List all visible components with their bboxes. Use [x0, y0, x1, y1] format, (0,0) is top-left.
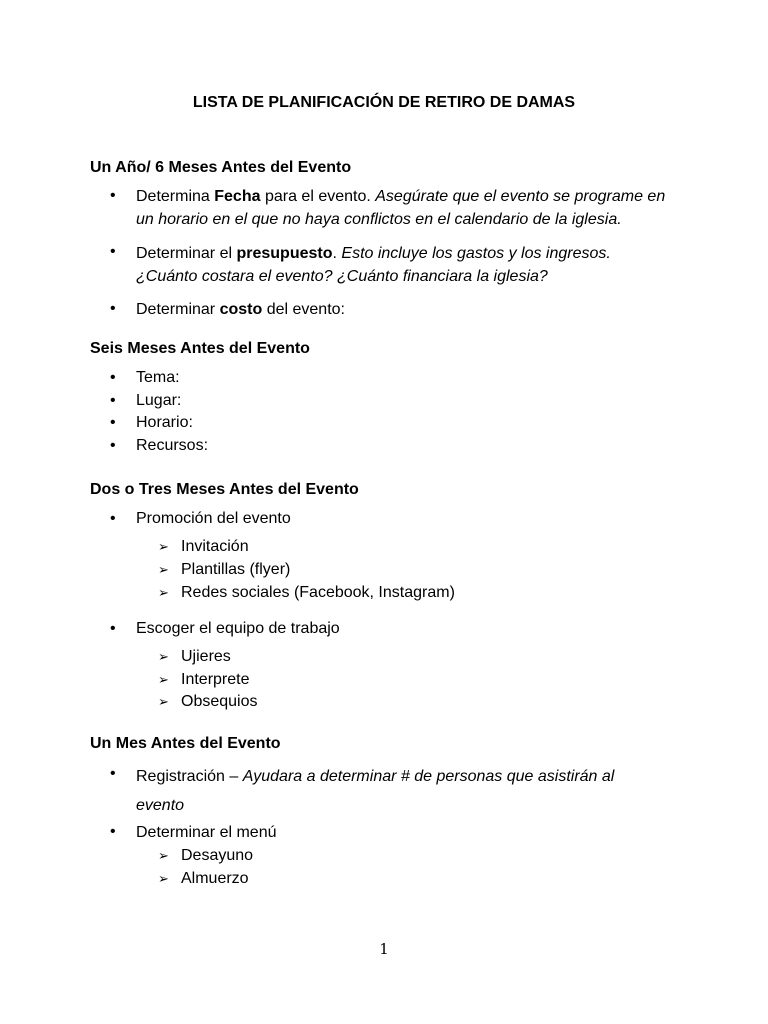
arrow-bullet-icon: ➢	[158, 562, 169, 577]
item-italic: evento	[136, 797, 185, 814]
arrow-bullet-icon: ➢	[158, 672, 169, 687]
bullet: •	[110, 369, 116, 386]
list-item	[136, 185, 696, 231]
bullet: •	[110, 300, 116, 317]
item-italic: Esto incluye los gastos y los ingresos.	[341, 245, 611, 262]
section-heading: Un Mes Antes del Evento	[90, 735, 281, 752]
item-text: Determina	[136, 188, 215, 205]
sub-item: Plantillas (flyer)	[181, 561, 291, 578]
arrow-bullet-icon: ➢	[158, 848, 169, 863]
bullet: •	[110, 437, 116, 454]
item-italic: Ayudara a determinar # de personas que asistirán al	[242, 768, 615, 785]
list-item: Promoción del evento	[136, 510, 291, 527]
list-item	[136, 298, 696, 321]
list-item: Tema:	[136, 369, 180, 386]
sub-item: Obsequios	[181, 693, 258, 710]
item-bold: Fecha	[214, 188, 261, 205]
item-italic: Asegúrate que el evento se programe en	[375, 188, 666, 205]
item-text: Registración –	[136, 768, 243, 785]
item-italic: un horario en el que no haya conflictos en el calendario de la iglesia.	[136, 211, 622, 228]
page-number: 1	[379, 940, 389, 958]
section-heading: Seis Meses Antes del Evento	[90, 340, 310, 357]
bullet: •	[110, 620, 116, 637]
sub-item: Interprete	[181, 671, 250, 688]
list-item: Horario:	[136, 414, 193, 431]
bullet: •	[110, 414, 116, 431]
list-item: Recursos:	[136, 437, 209, 454]
list-item: Lugar:	[136, 392, 182, 409]
bullet: •	[110, 823, 116, 840]
list-item: Determinar el menú	[136, 824, 277, 841]
sub-item: Redes sociales (Facebook, Instagram)	[181, 584, 455, 601]
bullet: •	[110, 243, 116, 260]
bullet: •	[110, 765, 116, 782]
item-text: Determinar	[136, 301, 220, 318]
section-heading: Dos o Tres Meses Antes del Evento	[90, 481, 359, 498]
arrow-bullet-icon: ➢	[158, 694, 169, 709]
arrow-bullet-icon: ➢	[158, 585, 169, 600]
arrow-bullet-icon: ➢	[158, 649, 169, 664]
list-item	[136, 242, 696, 288]
list-item: Escoger el equipo de trabajo	[136, 620, 340, 637]
sub-item: Desayuno	[181, 847, 254, 864]
list-item	[136, 762, 696, 820]
item-text: del evento:	[262, 301, 345, 318]
arrow-bullet-icon: ➢	[158, 871, 169, 886]
bullet: •	[110, 187, 116, 204]
item-italic: ¿Cuánto costara el evento? ¿Cuánto financiara la iglesia?	[136, 268, 548, 285]
arrow-bullet-icon: ➢	[158, 539, 169, 554]
item-text: .	[332, 245, 342, 262]
bullet: •	[110, 510, 116, 527]
item-text: Determinar el	[136, 245, 237, 262]
bullet: •	[110, 392, 116, 409]
section-heading: Un Año/ 6 Meses Antes del Evento	[90, 159, 352, 176]
item-text: para el evento.	[260, 188, 376, 205]
document-title: LISTA DE PLANIFICACIÓN DE RETIRO DE DAMAS	[192, 94, 576, 111]
sub-item: Almuerzo	[181, 870, 249, 887]
sub-item: Invitación	[181, 538, 249, 555]
item-bold: presupuesto	[236, 245, 333, 262]
item-bold: costo	[219, 301, 263, 318]
sub-item: Ujieres	[181, 648, 231, 665]
